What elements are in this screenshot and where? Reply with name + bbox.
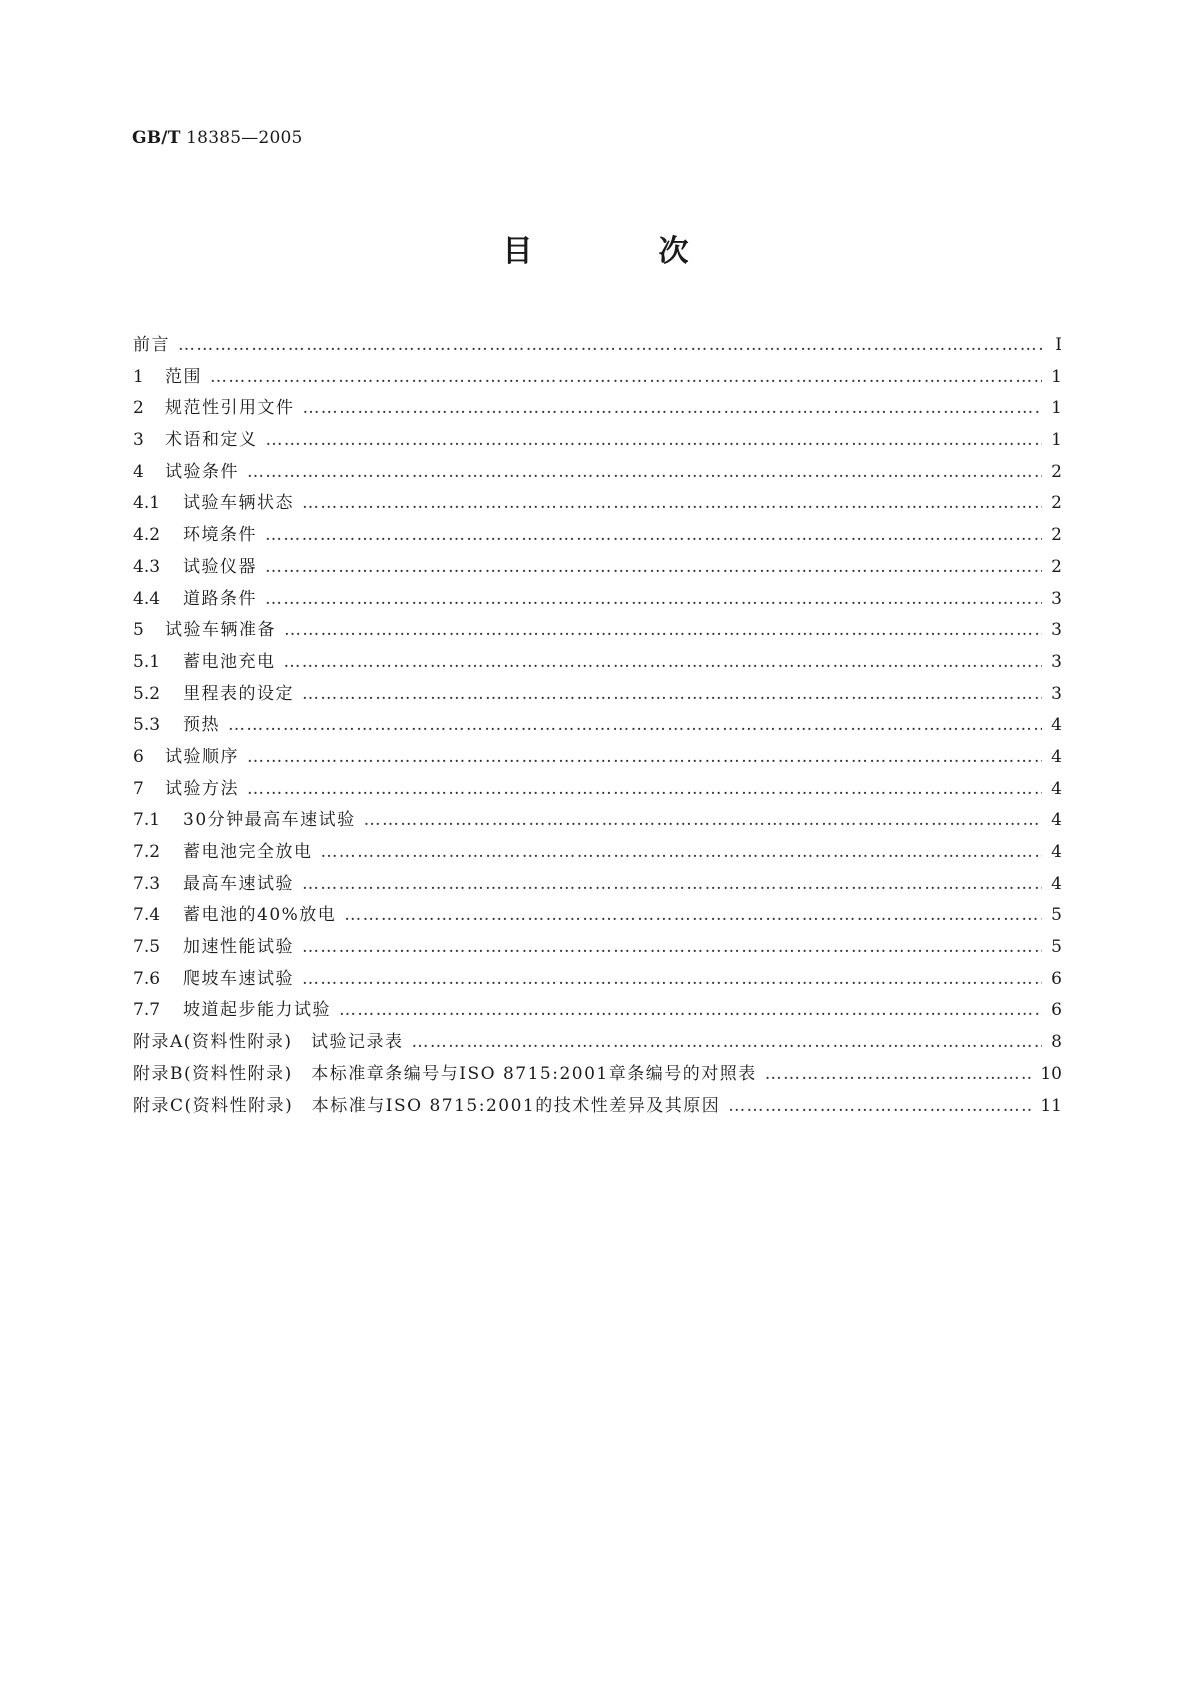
toc-entry-label: 试验仪器 — [183, 556, 257, 577]
toc-entry-page: 11 — [1040, 1095, 1062, 1116]
toc-entry-number: 5.3 — [133, 715, 161, 736]
toc-entry-label: 爬坡车速试验 — [183, 968, 294, 989]
toc-entry-label: 试验车辆状态 — [183, 493, 294, 514]
toc-entry-label: 蓄电池完全放电 — [183, 842, 313, 862]
standard-code-prefix: GB/T — [132, 128, 181, 148]
toc-entry-number: 1 — [133, 366, 144, 387]
table-of-contents — [133, 330, 1062, 1122]
toc-entry-label: 术语和定义 — [165, 430, 258, 451]
toc-entry[interactable] — [133, 425, 1062, 457]
toc-entry-page: 6 — [1051, 1000, 1062, 1021]
toc-entry-number: 5 — [133, 620, 144, 641]
toc-dot-leader — [210, 367, 1042, 387]
toc-entry-page: 2 — [1051, 556, 1062, 577]
toc-entry-page: 8 — [1051, 1032, 1062, 1053]
toc-entry[interactable] — [133, 1027, 1062, 1059]
toc-entry[interactable] — [133, 330, 1062, 362]
toc-entry[interactable] — [133, 552, 1062, 584]
toc-dot-leader — [265, 557, 1042, 577]
toc-dot-leader — [339, 1000, 1042, 1020]
toc-entry-label: 道路条件 — [183, 588, 257, 609]
toc-entry-number: 4.4 — [133, 588, 161, 609]
toc-entry-label: 范围 — [165, 366, 202, 387]
toc-entry-label: 30分钟最高车速试验 — [183, 810, 356, 831]
toc-entry-number: 2 — [133, 398, 144, 419]
toc-entry-label: 试验条件 — [165, 461, 239, 482]
toc-entry-number: 7.7 — [133, 1000, 161, 1021]
toc-entry[interactable] — [133, 393, 1062, 425]
toc-entry[interactable] — [133, 647, 1062, 679]
toc-entry-page: 1 — [1051, 430, 1062, 451]
toc-entry-label: 前言 — [133, 335, 170, 355]
toc-dot-leader — [321, 842, 1043, 862]
toc-dot-leader — [302, 874, 1042, 894]
toc-dot-leader — [302, 684, 1042, 704]
toc-entry-label: 环境条件 — [183, 525, 257, 546]
toc-entry-page: 4 — [1051, 746, 1062, 767]
toc-entry-page: 5 — [1051, 937, 1062, 958]
toc-entry-number: 4 — [133, 461, 144, 482]
toc-entry-label: 加速性能试验 — [183, 937, 294, 958]
toc-entry-page: 6 — [1051, 968, 1062, 989]
toc-entry[interactable] — [133, 488, 1062, 520]
toc-entry-label: 附录C(资料性附录) 本标准与ISO 8715:2001的技术性差异及其原因 — [133, 1095, 721, 1116]
toc-entry[interactable] — [133, 900, 1062, 932]
toc-entry-page: 3 — [1051, 651, 1062, 672]
toc-entry-number: 3 — [133, 430, 144, 451]
toc-dot-leader — [247, 747, 1042, 767]
toc-dot-leader — [344, 905, 1042, 925]
toc-entry[interactable] — [133, 679, 1062, 711]
toc-dot-leader — [247, 462, 1042, 482]
standard-code — [132, 128, 303, 148]
toc-entry-page: 1 — [1051, 366, 1062, 387]
standard-code-number: 18385—2005 — [186, 128, 303, 148]
toc-dot-leader — [247, 779, 1042, 799]
toc-entry-label: 附录B(资料性附录) 本标准章条编号与ISO 8715:2001章条编号的对照表 — [133, 1063, 757, 1084]
toc-entry-label: 蓄电池充电 — [183, 651, 276, 672]
toc-dot-leader — [765, 1064, 1033, 1084]
toc-dot-leader — [284, 652, 1043, 672]
toc-entry-label: 最高车速试验 — [183, 873, 294, 894]
toc-entry-number: 7.3 — [133, 873, 161, 894]
toc-dot-leader — [412, 1032, 1042, 1052]
toc-entry-number: 7 — [133, 778, 144, 799]
toc-entry-label: 蓄电池的40%放电 — [183, 905, 337, 926]
toc-entry-page: 4 — [1051, 842, 1062, 862]
toc-entry-number: 4.3 — [133, 556, 161, 577]
toc-dot-leader — [284, 620, 1042, 640]
toc-dot-leader — [302, 493, 1042, 513]
toc-entry[interactable] — [133, 520, 1062, 552]
toc-entry-number: 5.2 — [133, 683, 161, 704]
toc-entry-label: 坡道起步能力试验 — [183, 1000, 331, 1021]
toc-entry-number: 7.2 — [133, 842, 161, 862]
toc-dot-leader — [302, 969, 1042, 989]
toc-dot-leader — [303, 398, 1043, 418]
toc-entry-number: 7.5 — [133, 937, 161, 958]
toc-entry[interactable] — [133, 964, 1062, 996]
toc-entry-page: 2 — [1051, 493, 1062, 514]
toc-dot-leader — [302, 937, 1042, 957]
toc-entry-page: 3 — [1051, 588, 1062, 609]
toc-entry-label: 试验顺序 — [165, 746, 239, 767]
toc-entry-label: 规范性引用文件 — [165, 398, 295, 419]
toc-entry[interactable] — [133, 774, 1062, 806]
toc-entry[interactable] — [133, 837, 1062, 869]
toc-entry-label: 试验方法 — [165, 778, 239, 799]
toc-entry-number: 6 — [133, 746, 144, 767]
toc-entry-page: 3 — [1051, 683, 1062, 704]
toc-entry[interactable] — [133, 1091, 1062, 1123]
toc-entry[interactable] — [133, 457, 1062, 489]
toc-entry-number: 7.1 — [133, 810, 161, 831]
toc-entry-number: 5.1 — [133, 651, 161, 672]
toc-entry-page: 4 — [1051, 873, 1062, 894]
toc-entry[interactable] — [133, 710, 1062, 742]
toc-entry-label: 预热 — [183, 715, 220, 736]
toc-entry-page: 5 — [1051, 905, 1062, 926]
toc-entry[interactable] — [133, 805, 1062, 837]
toc-entry-page: 4 — [1051, 810, 1062, 831]
toc-entry[interactable] — [133, 615, 1062, 647]
toc-entry-label: 试验车辆准备 — [165, 620, 276, 641]
toc-entry-page: 4 — [1051, 715, 1062, 736]
toc-entry-label: 附录A(资料性附录) 试验记录表 — [133, 1032, 404, 1053]
toc-entry-label: 里程表的设定 — [183, 683, 294, 704]
toc-entry-page: 2 — [1051, 525, 1062, 546]
toc-dot-leader — [265, 525, 1042, 545]
toc-dot-leader — [228, 715, 1042, 735]
toc-entry[interactable] — [133, 1059, 1062, 1091]
toc-entry-page: Ⅰ — [1055, 335, 1062, 355]
toc-entry-page: 4 — [1051, 778, 1062, 799]
page-title: 目 次 — [502, 234, 737, 269]
toc-entry-page: 1 — [1051, 398, 1062, 419]
toc-entry[interactable] — [133, 869, 1062, 901]
toc-entry[interactable] — [133, 995, 1062, 1027]
toc-dot-leader — [265, 589, 1042, 609]
toc-dot-leader — [728, 1096, 1032, 1116]
toc-dot-leader — [266, 430, 1043, 450]
toc-entry-page: 10 — [1040, 1063, 1062, 1084]
toc-entry-page: 2 — [1051, 461, 1062, 482]
toc-entry[interactable] — [133, 932, 1062, 964]
toc-entry[interactable] — [133, 742, 1062, 774]
toc-entry-number: 7.4 — [133, 905, 161, 926]
toc-entry[interactable] — [133, 584, 1062, 616]
toc-entry-number: 4.1 — [133, 493, 161, 514]
toc-dot-leader — [364, 810, 1042, 830]
toc-entry-number: 4.2 — [133, 525, 161, 546]
toc-dot-leader — [178, 335, 1042, 355]
toc-entry[interactable] — [133, 362, 1062, 394]
toc-entry-page: 3 — [1051, 620, 1062, 641]
toc-entry-number: 7.6 — [133, 968, 161, 989]
